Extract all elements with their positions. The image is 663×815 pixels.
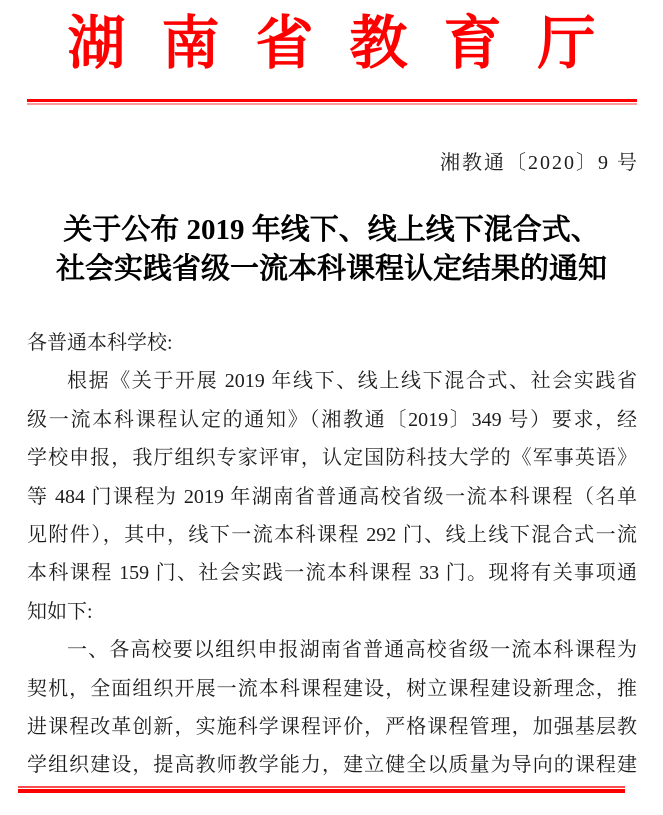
body-line: 一、各高校要以组织申报湖南省普通高校省级一流本科课程为 [67, 639, 637, 662]
body-line: 级一流本科课程认定的通知》（湘教通〔2019〕349 号）要求，经 [27, 408, 637, 431]
agency-name: 湖南省教育厅 [67, 11, 632, 76]
header-rule-thin-line [27, 103, 637, 105]
body-line: 进课程改革创新，实施科学课程评价，严格课程管理，加强基层教 [27, 716, 637, 739]
body-line: 等 484 门课程为 2019 年湖南省普通高校省级一流本科课程（名单 [27, 485, 637, 508]
footer-rule [18, 786, 625, 793]
body-line: 根据《关于开展 2019 年线下、线上线下混合式、社会实践省 [67, 370, 637, 393]
body-line: 学校申报，我厅组织专家评审，认定国防科技大学的《军事英语》 [27, 447, 637, 470]
document-title [0, 211, 663, 289]
body-line: 知如下: [27, 600, 93, 623]
body-line: 本科课程 159 门、社会实践一流本科课程 33 门。现将有关事项通 [27, 562, 637, 585]
document-title-line-1: 关于公布 2019 年线下、线上线下混合式、 [63, 214, 600, 246]
document-number: 湘教通〔2020〕9 号 [440, 152, 639, 174]
body-line: 学组织建设，提高教师教学能力，建立健全以质量为导向的课程建 [27, 754, 637, 777]
body-text [27, 324, 637, 785]
document-title-line-2: 社会实践省级一流本科课程认定结果的通知 [55, 253, 607, 285]
body-line-salutation: 各普通本科学校: [27, 332, 173, 354]
body-line: 见附件），其中，线下一流本科课程 292 门、线上线下混合式一流 [27, 524, 637, 547]
body-line: 契机，全面组织开展一流本科课程建设，树立课程建设新理念，推 [27, 677, 637, 700]
header-rule [27, 99, 637, 105]
footer-rule-thick-line [18, 789, 625, 793]
